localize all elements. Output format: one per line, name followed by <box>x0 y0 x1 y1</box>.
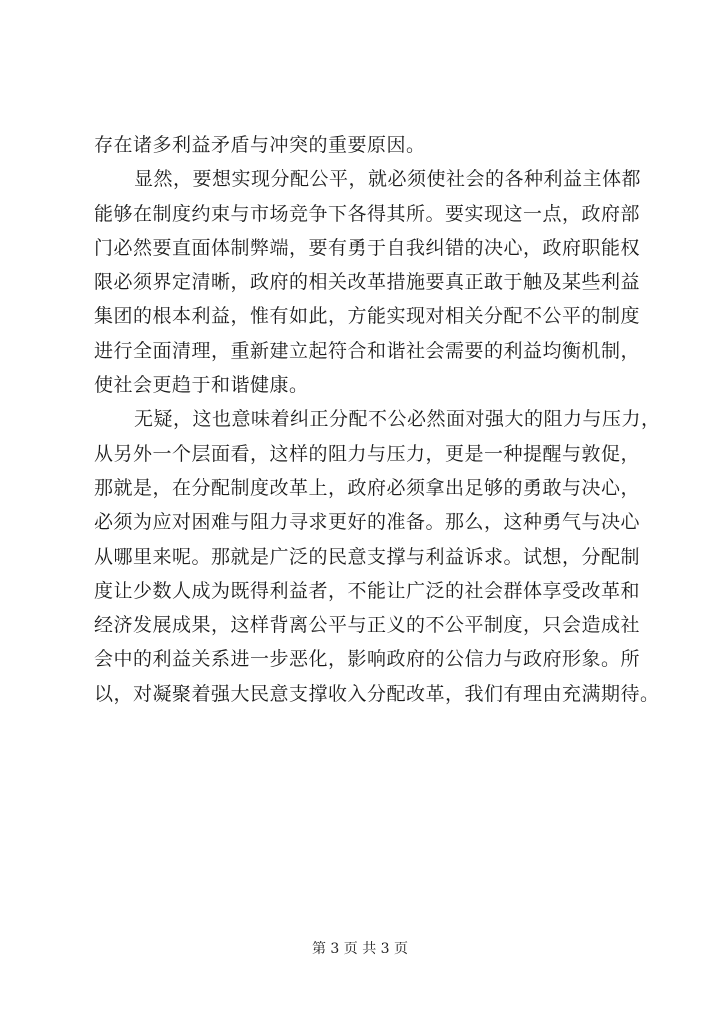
text-line: 限必须界定清晰，政府的相关改革措施要真正敢于触及某些利益 <box>94 271 641 294</box>
text-line: 那就是，在分配制度改革上，政府必须拿出足够的勇敢与决心， <box>94 476 641 499</box>
paragraph-first-line: 无疑，这也意味着纠正分配不公必然面对强大的阻力与压力， <box>134 408 661 431</box>
text-line: 从哪里来呢。那就是广泛的民意支撑与利益诉求。试想，分配制 <box>94 545 641 568</box>
text-line: 门必然要直面体制弊端，要有勇于自我纠错的决心，政府职能权 <box>94 236 641 259</box>
document-body <box>94 128 661 711</box>
text-line: 存在诸多利益矛盾与冲突的重要原因。 <box>94 134 426 156</box>
text-line: 以，对凝聚着强大民意支撑收入分配改革，我们有理由充满期待。 <box>94 682 660 705</box>
text-line: 经济发展成果，这样背离公平与正义的不公平制度，只会造成社 <box>94 614 641 637</box>
text-line: 集团的根本利益，惟有如此，方能实现对相关分配不公平的制度 <box>94 305 641 328</box>
text-line: 必须为应对困难与阻力寻求更好的准备。那么，这种勇气与决心 <box>94 511 641 534</box>
text-line: 度让少数人成为既得利益者，不能让广泛的社会群体享受改革和 <box>94 579 641 602</box>
page-number-footer: 第 3 页 共 3 页 <box>311 941 409 957</box>
text-line: 进行全面清理，重新建立起符合和谐社会需要的利益均衡机制， <box>94 339 641 362</box>
text-line: 会中的利益关系进一步恶化，影响政府的公信力与政府形象。所 <box>94 648 641 671</box>
text-line: 从另外一个层面看，这样的阻力与压力，更是一种提醒与敦促， <box>94 442 641 465</box>
paragraph-first-line: 显然，要想实现分配公平，就必须使社会的各种利益主体都 <box>134 168 642 191</box>
text-line: 能够在制度约束与市场竞争下各得其所。要实现这一点，政府部 <box>94 202 641 225</box>
text-line: 使社会更趋于和谐健康。 <box>94 374 309 397</box>
